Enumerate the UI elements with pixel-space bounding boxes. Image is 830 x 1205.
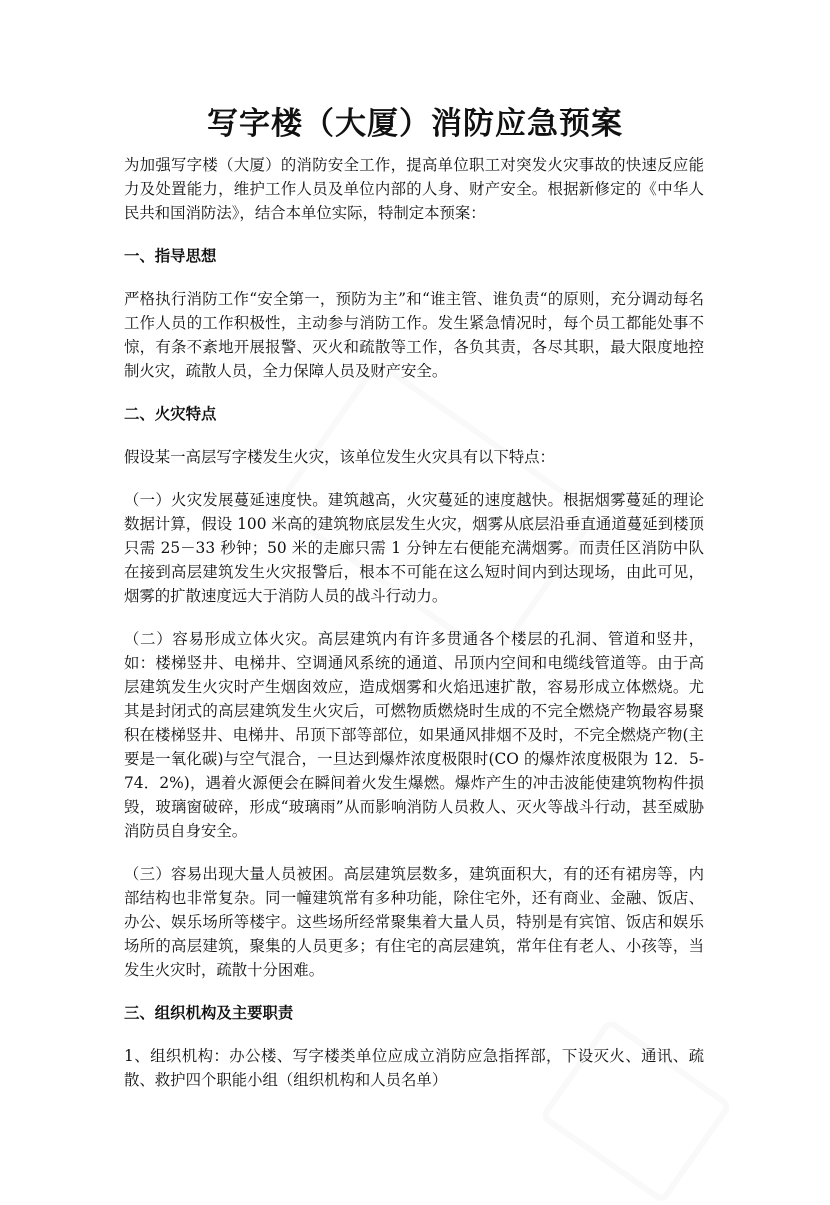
section-heading-guiding-principle: 一、指导思想 [124, 247, 217, 265]
intro-paragraph: 为加强写字楼（大厦）的消防安全工作，提高单位职工对突发火灾事故的快速反应能力及处置能力，维护工作人员及单位内部的人身、财产安全。根据新修定的《中华人民共和国消防法》，结合本单位实际，特制定本预案： [124, 156, 704, 222]
paragraph: 严格执行消防工作“安全第一，预防为主”和“谁主管、谁负责“的原则，充分调动每名工作人员的工作积极性，主动参与消防工作。发生紧急情况时，每个员工都能处事不惊，有条不紊地开展报警、灭火和疏散等工作，各负其责，各尽其职，最大限度地控制火灾，疏散人员，全力保障人员及财产安全。 [124, 290, 704, 380]
paragraph: （二）容易形成立体火灾。高层建筑内有许多贯通各个楼层的孔洞、管道和竖井，如：楼梯竖井、电梯井、空调通风系统的通道、吊顶内空间和电缆线管道等。由于高层建筑发生火灾时产生烟囱效应，造成烟雾和火焰迅速扩散，容易形成立体燃烧。尤其是封闭式的高层建筑发生火灾后，可燃物质燃烧时生成的不完全燃烧产物最容易聚积在楼梯竖井、电梯井、吊顶下部等部位，如果通风排烟不及时，不完全燃烧产物(主要是一氧化碳)与空气混合，一旦达到爆炸浓度极限时(CO 的爆炸浓度极限为 12．5-74．2%)，遇着火源便会在瞬间着火发生爆燃。爆炸产生的冲击波能使建筑物构件损毁，玻璃窗破碎，形成“玻璃雨”从而影响消防人员救人、灭火等战斗行动，甚至威胁消防员自身安全。 [124, 630, 704, 840]
paragraph: （一）火灾发展蔓延速度快。建筑越高，火灾蔓延的速度越快。根据烟雾蔓延的理论数据计算，假设 100 米高的建筑物底层发生火灾，烟雾从底层沿垂直通道蔓延到楼顶只需 25－33 秒钟；50 米的走廊只需 1 分钟左右便能充满烟雾。而责任区消防中队在接到高层建筑发生火灾报警后，根本不可能在这么短时间内到达现场，由此可见，烟雾的扩散速度远大于消防人员的战斗行动力。 [124, 491, 704, 605]
document-body [124, 153, 704, 1111]
paragraph: 1、组织机构：办公楼、写字楼类单位应成立消防应急指挥部，下设灭火、通讯、疏散、救护四个职能小组（组织机构和人员名单） [124, 1047, 704, 1089]
section-heading-organization: 三、组织机构及主要职责 [124, 1004, 294, 1022]
document-title: 写字楼（大厦）消防应急预案 [207, 106, 623, 142]
section-heading-fire-characteristics: 二、火灾特点 [124, 405, 217, 423]
paragraph: （三）容易出现大量人员被困。高层建筑层数多，建筑面积大，有的还有裙房等，内部结构也非常复杂。同一幢建筑常有多种功能，除住宅外，还有商业、金融、饭店、办公、娱乐场所等楼宇。这些场所经常聚集着大量人员，特别是有宾馆、饭店和娱乐场所的高层建筑，聚集的人员更多；有住宅的高层建筑，常年住有老人、小孩等，当发生火灾时，疏散十分困难。 [124, 865, 704, 979]
paragraph: 假设某一高层写字楼发生火灾，该单位发生火灾具有以下特点： [124, 448, 555, 466]
